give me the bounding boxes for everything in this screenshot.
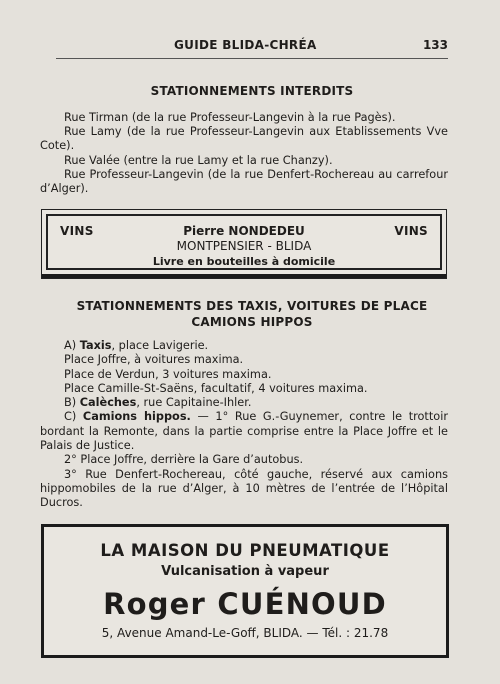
- wine-label-left: VINS: [60, 224, 94, 238]
- running-title: GUIDE BLIDA-CHRÉA: [174, 38, 317, 52]
- section-title-taxis-1: STATIONNEMENTS DES TAXIS, VOITURES DE PLACE: [76, 299, 428, 313]
- taxi-item-b-prefix: B): [64, 396, 80, 410]
- section-title-forbidden: STATIONNEMENTS INTERDITS: [150, 84, 354, 98]
- forbidden-para-lamy: Rue Lamy (de la rue Professeur-Langevin aux Etablissements Vve Cote).: [40, 125, 448, 153]
- taxi-item-c: [40, 410, 448, 453]
- taxi-item-c-bold: Camions hippos.: [82, 410, 191, 424]
- taxi-item-c-prefix: C): [64, 410, 83, 424]
- taxi-item-a-bold: Taxis: [79, 339, 112, 352]
- taxi-item-c-text: — 1° Rue G.-Guynemer, contre le trottoir bordant la Remonte, dans la partie comprise entre la Place Joffre et le Palais de Justice.: [40, 410, 448, 453]
- page-header: [56, 38, 448, 59]
- forbidden-para-langevin: Rue Professeur-Langevin (de la rue Denfert-Rochereau au carrefour d’Alger).: [40, 168, 448, 196]
- wine-advertisement: [41, 209, 447, 279]
- section-title-taxis-2: CAMIONS HIPPOS: [191, 315, 313, 329]
- taxi-item-c2: 2° Place Joffre, derrière la Gare d’autobus.: [64, 453, 304, 467]
- taxi-item-b-bold: Calèches: [79, 396, 137, 410]
- tire-ad-subtitle: Vulcanisation à vapeur: [161, 564, 329, 579]
- taxi-item-joffre: Place Joffre, à voitures maxima.: [64, 353, 244, 367]
- taxi-item-b: [40, 396, 448, 410]
- wine-ad-frame: [46, 214, 442, 270]
- taxi-list: [40, 339, 448, 511]
- taxi-item-a-prefix: A): [64, 339, 80, 352]
- wine-label-right: VINS: [394, 224, 428, 238]
- taxi-item-c3: 3° Rue Denfert-Rochereau, côté gauche, réservé aux camions hippomobiles de la rue d’Alger, à 10 mètres de l’entrée de l’Hôpital Ducros.: [40, 467, 448, 510]
- tire-ad-name: Roger CUÉNOUD: [103, 587, 387, 621]
- taxi-item-camille: Place Camille-St-Saëns, facultatif, 4 voitures maxima.: [64, 381, 368, 395]
- forbidden-para-valee: Rue Valée (entre la rue Lamy et la rue Chanzy).: [64, 154, 333, 167]
- taxi-item-a: [40, 339, 448, 353]
- tire-ad-address: 5, Avenue Amand-Le-Goff, BLIDA. — Tél. : 21.78: [101, 626, 389, 640]
- wine-merchant-city: MONTPENSIER - BLIDA: [176, 239, 312, 253]
- taxi-item-b-text: , rue Capitaine-Ihler.: [136, 396, 252, 410]
- taxi-item-a-text: , place Lavigerie.: [111, 339, 209, 352]
- wine-ad-bottom-rule: [42, 274, 446, 278]
- taxi-item-verdun: Place de Verdun, 3 voitures maxima.: [64, 367, 272, 381]
- forbidden-para-tirman: Rue Tirman (de la rue Professeur-Langevin à la rue Pagès).: [64, 111, 396, 124]
- wine-merchant-name: Pierre NONDEDEU: [183, 224, 305, 238]
- tire-ad-title: LA MAISON DU PNEUMATIQUE: [100, 541, 390, 560]
- wine-delivery-tagline: Livre en bouteilles à domicile: [152, 255, 336, 268]
- tire-advertisement: [41, 524, 449, 658]
- page-number: 133: [422, 38, 448, 52]
